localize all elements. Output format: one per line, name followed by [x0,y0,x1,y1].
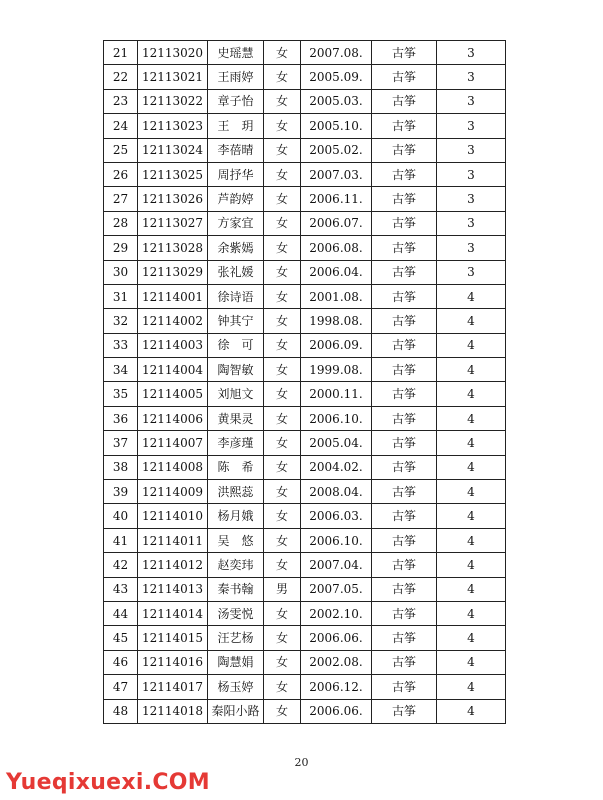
exam-id-cell: 12114013 [138,577,208,601]
gender-cell: 女 [264,358,301,382]
exam-id-cell: 12114003 [138,333,208,357]
student-name-cell: 赵奕玮 [208,553,264,577]
site-watermark: Yueqixuexi.COM [6,770,211,795]
exam-id-cell: 12114012 [138,553,208,577]
instrument-cell: 古筝 [372,358,437,382]
grade-level-cell: 3 [437,162,506,186]
instrument-cell: 古筝 [372,675,437,699]
table-row [104,650,506,674]
gender-cell: 女 [264,382,301,406]
row-number-cell: 47 [104,675,138,699]
row-number-cell: 34 [104,358,138,382]
table-row [104,236,506,260]
row-number-cell: 31 [104,284,138,308]
row-number-cell: 37 [104,431,138,455]
birth-date-cell: 2001.08. [301,284,372,308]
row-number-cell: 45 [104,626,138,650]
grade-level-cell: 3 [437,65,506,89]
exam-id-cell: 12113029 [138,260,208,284]
gender-cell: 女 [264,480,301,504]
instrument-cell: 古筝 [372,309,437,333]
grade-level-cell: 4 [437,431,506,455]
student-name-cell: 汪艺杨 [208,626,264,650]
table-row [104,553,506,577]
table-row [104,406,506,430]
table-row [104,358,506,382]
student-name-cell: 徐诗语 [208,284,264,308]
grade-level-cell: 4 [437,333,506,357]
gender-cell: 男 [264,577,301,601]
birth-date-cell: 2005.02. [301,138,372,162]
row-number-cell: 26 [104,162,138,186]
birth-date-cell: 1998.08. [301,309,372,333]
gender-cell: 女 [264,65,301,89]
table-row [104,162,506,186]
table-row [104,601,506,625]
row-number-cell: 48 [104,699,138,723]
row-number-cell: 24 [104,114,138,138]
birth-date-cell: 2006.04. [301,260,372,284]
grade-level-cell: 4 [437,553,506,577]
birth-date-cell: 2006.11. [301,187,372,211]
table-row [104,138,506,162]
student-name-cell: 张礼媛 [208,260,264,284]
table-row [104,382,506,406]
instrument-cell: 古筝 [372,601,437,625]
instrument-cell: 古筝 [372,406,437,430]
grade-level-cell: 3 [437,138,506,162]
grade-level-cell: 4 [437,382,506,406]
instrument-cell: 古筝 [372,333,437,357]
birth-date-cell: 2008.04. [301,480,372,504]
instrument-cell: 古筝 [372,626,437,650]
grade-level-cell: 4 [437,650,506,674]
student-name-cell: 杨玉婷 [208,675,264,699]
gender-cell: 女 [264,601,301,625]
row-number-cell: 36 [104,406,138,430]
exam-id-cell: 12114016 [138,650,208,674]
table-row [104,333,506,357]
instrument-cell: 古筝 [372,382,437,406]
instrument-cell: 古筝 [372,528,437,552]
student-name-cell: 李彦瑾 [208,431,264,455]
table-row [104,626,506,650]
birth-date-cell: 2002.08. [301,650,372,674]
exam-id-cell: 12114006 [138,406,208,430]
student-name-cell: 芦韵婷 [208,187,264,211]
birth-date-cell: 2006.12. [301,675,372,699]
student-name-cell: 徐 可 [208,333,264,357]
exam-id-cell: 12114017 [138,675,208,699]
birth-date-cell: 2006.03. [301,504,372,528]
exam-id-cell: 12113021 [138,65,208,89]
instrument-cell: 古筝 [372,236,437,260]
gender-cell: 女 [264,114,301,138]
exam-id-cell: 12113025 [138,162,208,186]
exam-id-cell: 12114009 [138,480,208,504]
instrument-cell: 古筝 [372,162,437,186]
roster-body [104,41,506,724]
student-name-cell: 陶智敏 [208,358,264,382]
birth-date-cell: 2005.04. [301,431,372,455]
table-row [104,211,506,235]
table-row [104,89,506,113]
row-number-cell: 35 [104,382,138,406]
table-row [104,431,506,455]
student-name-cell: 余紫嫣 [208,236,264,260]
birth-date-cell: 2006.10. [301,528,372,552]
student-name-cell: 刘旭文 [208,382,264,406]
grade-level-cell: 4 [437,480,506,504]
instrument-cell: 古筝 [372,138,437,162]
student-name-cell: 王雨婷 [208,65,264,89]
birth-date-cell: 2006.08. [301,236,372,260]
row-number-cell: 33 [104,333,138,357]
instrument-cell: 古筝 [372,553,437,577]
instrument-cell: 古筝 [372,211,437,235]
grade-level-cell: 4 [437,284,506,308]
gender-cell: 女 [264,406,301,430]
exam-id-cell: 12114018 [138,699,208,723]
exam-id-cell: 12113027 [138,211,208,235]
row-number-cell: 29 [104,236,138,260]
instrument-cell: 古筝 [372,480,437,504]
grade-level-cell: 4 [437,309,506,333]
gender-cell: 女 [264,333,301,357]
gender-cell: 女 [264,260,301,284]
gender-cell: 女 [264,211,301,235]
exam-id-cell: 12113022 [138,89,208,113]
table-row [104,577,506,601]
grade-level-cell: 4 [437,406,506,430]
gender-cell: 女 [264,675,301,699]
gender-cell: 女 [264,162,301,186]
exam-id-cell: 12114014 [138,601,208,625]
gender-cell: 女 [264,553,301,577]
instrument-cell: 古筝 [372,187,437,211]
student-name-cell: 陶慧娟 [208,650,264,674]
student-name-cell: 方家宜 [208,211,264,235]
birth-date-cell: 2007.08. [301,41,372,65]
gender-cell: 女 [264,699,301,723]
exam-id-cell: 12113026 [138,187,208,211]
row-number-cell: 39 [104,480,138,504]
gender-cell: 女 [264,138,301,162]
row-number-cell: 30 [104,260,138,284]
student-name-cell: 钟其宁 [208,309,264,333]
exam-id-cell: 12114015 [138,626,208,650]
gender-cell: 女 [264,187,301,211]
grade-level-cell: 4 [437,577,506,601]
instrument-cell: 古筝 [372,41,437,65]
row-number-cell: 27 [104,187,138,211]
gender-cell: 女 [264,284,301,308]
table-row [104,41,506,65]
birth-date-cell: 2007.03. [301,162,372,186]
student-name-cell: 吴 悠 [208,528,264,552]
instrument-cell: 古筝 [372,114,437,138]
gender-cell: 女 [264,41,301,65]
student-name-cell: 秦书翰 [208,577,264,601]
exam-id-cell: 12113023 [138,114,208,138]
row-number-cell: 25 [104,138,138,162]
table-row [104,65,506,89]
table-row [104,260,506,284]
gender-cell: 女 [264,89,301,113]
birth-date-cell: 2006.09. [301,333,372,357]
birth-date-cell: 2006.06. [301,626,372,650]
instrument-cell: 古筝 [372,455,437,479]
table-row [104,480,506,504]
birth-date-cell: 1999.08. [301,358,372,382]
row-number-cell: 42 [104,553,138,577]
grade-level-cell: 4 [437,699,506,723]
gender-cell: 女 [264,309,301,333]
birth-date-cell: 2004.02. [301,455,372,479]
instrument-cell: 古筝 [372,89,437,113]
student-name-cell: 秦阳小路 [208,699,264,723]
grade-level-cell: 4 [437,626,506,650]
student-roster-table [103,40,506,724]
birth-date-cell: 2007.05. [301,577,372,601]
row-number-cell: 41 [104,528,138,552]
student-name-cell: 陈 希 [208,455,264,479]
birth-date-cell: 2006.10. [301,406,372,430]
exam-id-cell: 12114008 [138,455,208,479]
page-number: 20 [294,756,309,769]
table-row [104,528,506,552]
grade-level-cell: 3 [437,89,506,113]
student-name-cell: 章子怡 [208,89,264,113]
birth-date-cell: 2005.03. [301,89,372,113]
exam-id-cell: 12113028 [138,236,208,260]
exam-id-cell: 12113020 [138,41,208,65]
instrument-cell: 古筝 [372,504,437,528]
grade-level-cell: 3 [437,236,506,260]
instrument-cell: 古筝 [372,650,437,674]
birth-date-cell: 2006.06. [301,699,372,723]
gender-cell: 女 [264,236,301,260]
grade-level-cell: 4 [437,675,506,699]
grade-level-cell: 4 [437,528,506,552]
student-name-cell: 周抒华 [208,162,264,186]
row-number-cell: 40 [104,504,138,528]
exam-id-cell: 12114002 [138,309,208,333]
gender-cell: 女 [264,431,301,455]
exam-id-cell: 12114011 [138,528,208,552]
grade-level-cell: 3 [437,260,506,284]
birth-date-cell: 2005.10. [301,114,372,138]
table-row [104,309,506,333]
grade-level-cell: 3 [437,211,506,235]
table-row [104,699,506,723]
birth-date-cell: 2000.11. [301,382,372,406]
student-name-cell: 汤雯悦 [208,601,264,625]
exam-id-cell: 12114010 [138,504,208,528]
grade-level-cell: 3 [437,41,506,65]
table-row [104,504,506,528]
grade-level-cell: 3 [437,114,506,138]
student-name-cell: 史瑶慧 [208,41,264,65]
gender-cell: 女 [264,528,301,552]
row-number-cell: 28 [104,211,138,235]
gender-cell: 女 [264,626,301,650]
instrument-cell: 古筝 [372,699,437,723]
table-row [104,187,506,211]
grade-level-cell: 4 [437,358,506,382]
instrument-cell: 古筝 [372,431,437,455]
table-row [104,284,506,308]
exam-id-cell: 12114004 [138,358,208,382]
instrument-cell: 古筝 [372,577,437,601]
student-name-cell: 李蓓晴 [208,138,264,162]
student-name-cell: 黄果灵 [208,406,264,430]
birth-date-cell: 2002.10. [301,601,372,625]
row-number-cell: 43 [104,577,138,601]
row-number-cell: 46 [104,650,138,674]
grade-level-cell: 4 [437,504,506,528]
birth-date-cell: 2006.07. [301,211,372,235]
row-number-cell: 21 [104,41,138,65]
grade-level-cell: 3 [437,187,506,211]
exam-id-cell: 12113024 [138,138,208,162]
student-name-cell: 王 玥 [208,114,264,138]
grade-level-cell: 4 [437,455,506,479]
birth-date-cell: 2007.04. [301,553,372,577]
row-number-cell: 44 [104,601,138,625]
gender-cell: 女 [264,650,301,674]
row-number-cell: 22 [104,65,138,89]
row-number-cell: 38 [104,455,138,479]
birth-date-cell: 2005.09. [301,65,372,89]
gender-cell: 女 [264,504,301,528]
student-name-cell: 杨月娥 [208,504,264,528]
exam-id-cell: 12114001 [138,284,208,308]
exam-id-cell: 12114005 [138,382,208,406]
table-row [104,114,506,138]
gender-cell: 女 [264,455,301,479]
grade-level-cell: 4 [437,601,506,625]
row-number-cell: 23 [104,89,138,113]
row-number-cell: 32 [104,309,138,333]
instrument-cell: 古筝 [372,260,437,284]
exam-id-cell: 12114007 [138,431,208,455]
table-row [104,675,506,699]
table-row [104,455,506,479]
student-name-cell: 洪熙蕊 [208,480,264,504]
instrument-cell: 古筝 [372,284,437,308]
instrument-cell: 古筝 [372,65,437,89]
